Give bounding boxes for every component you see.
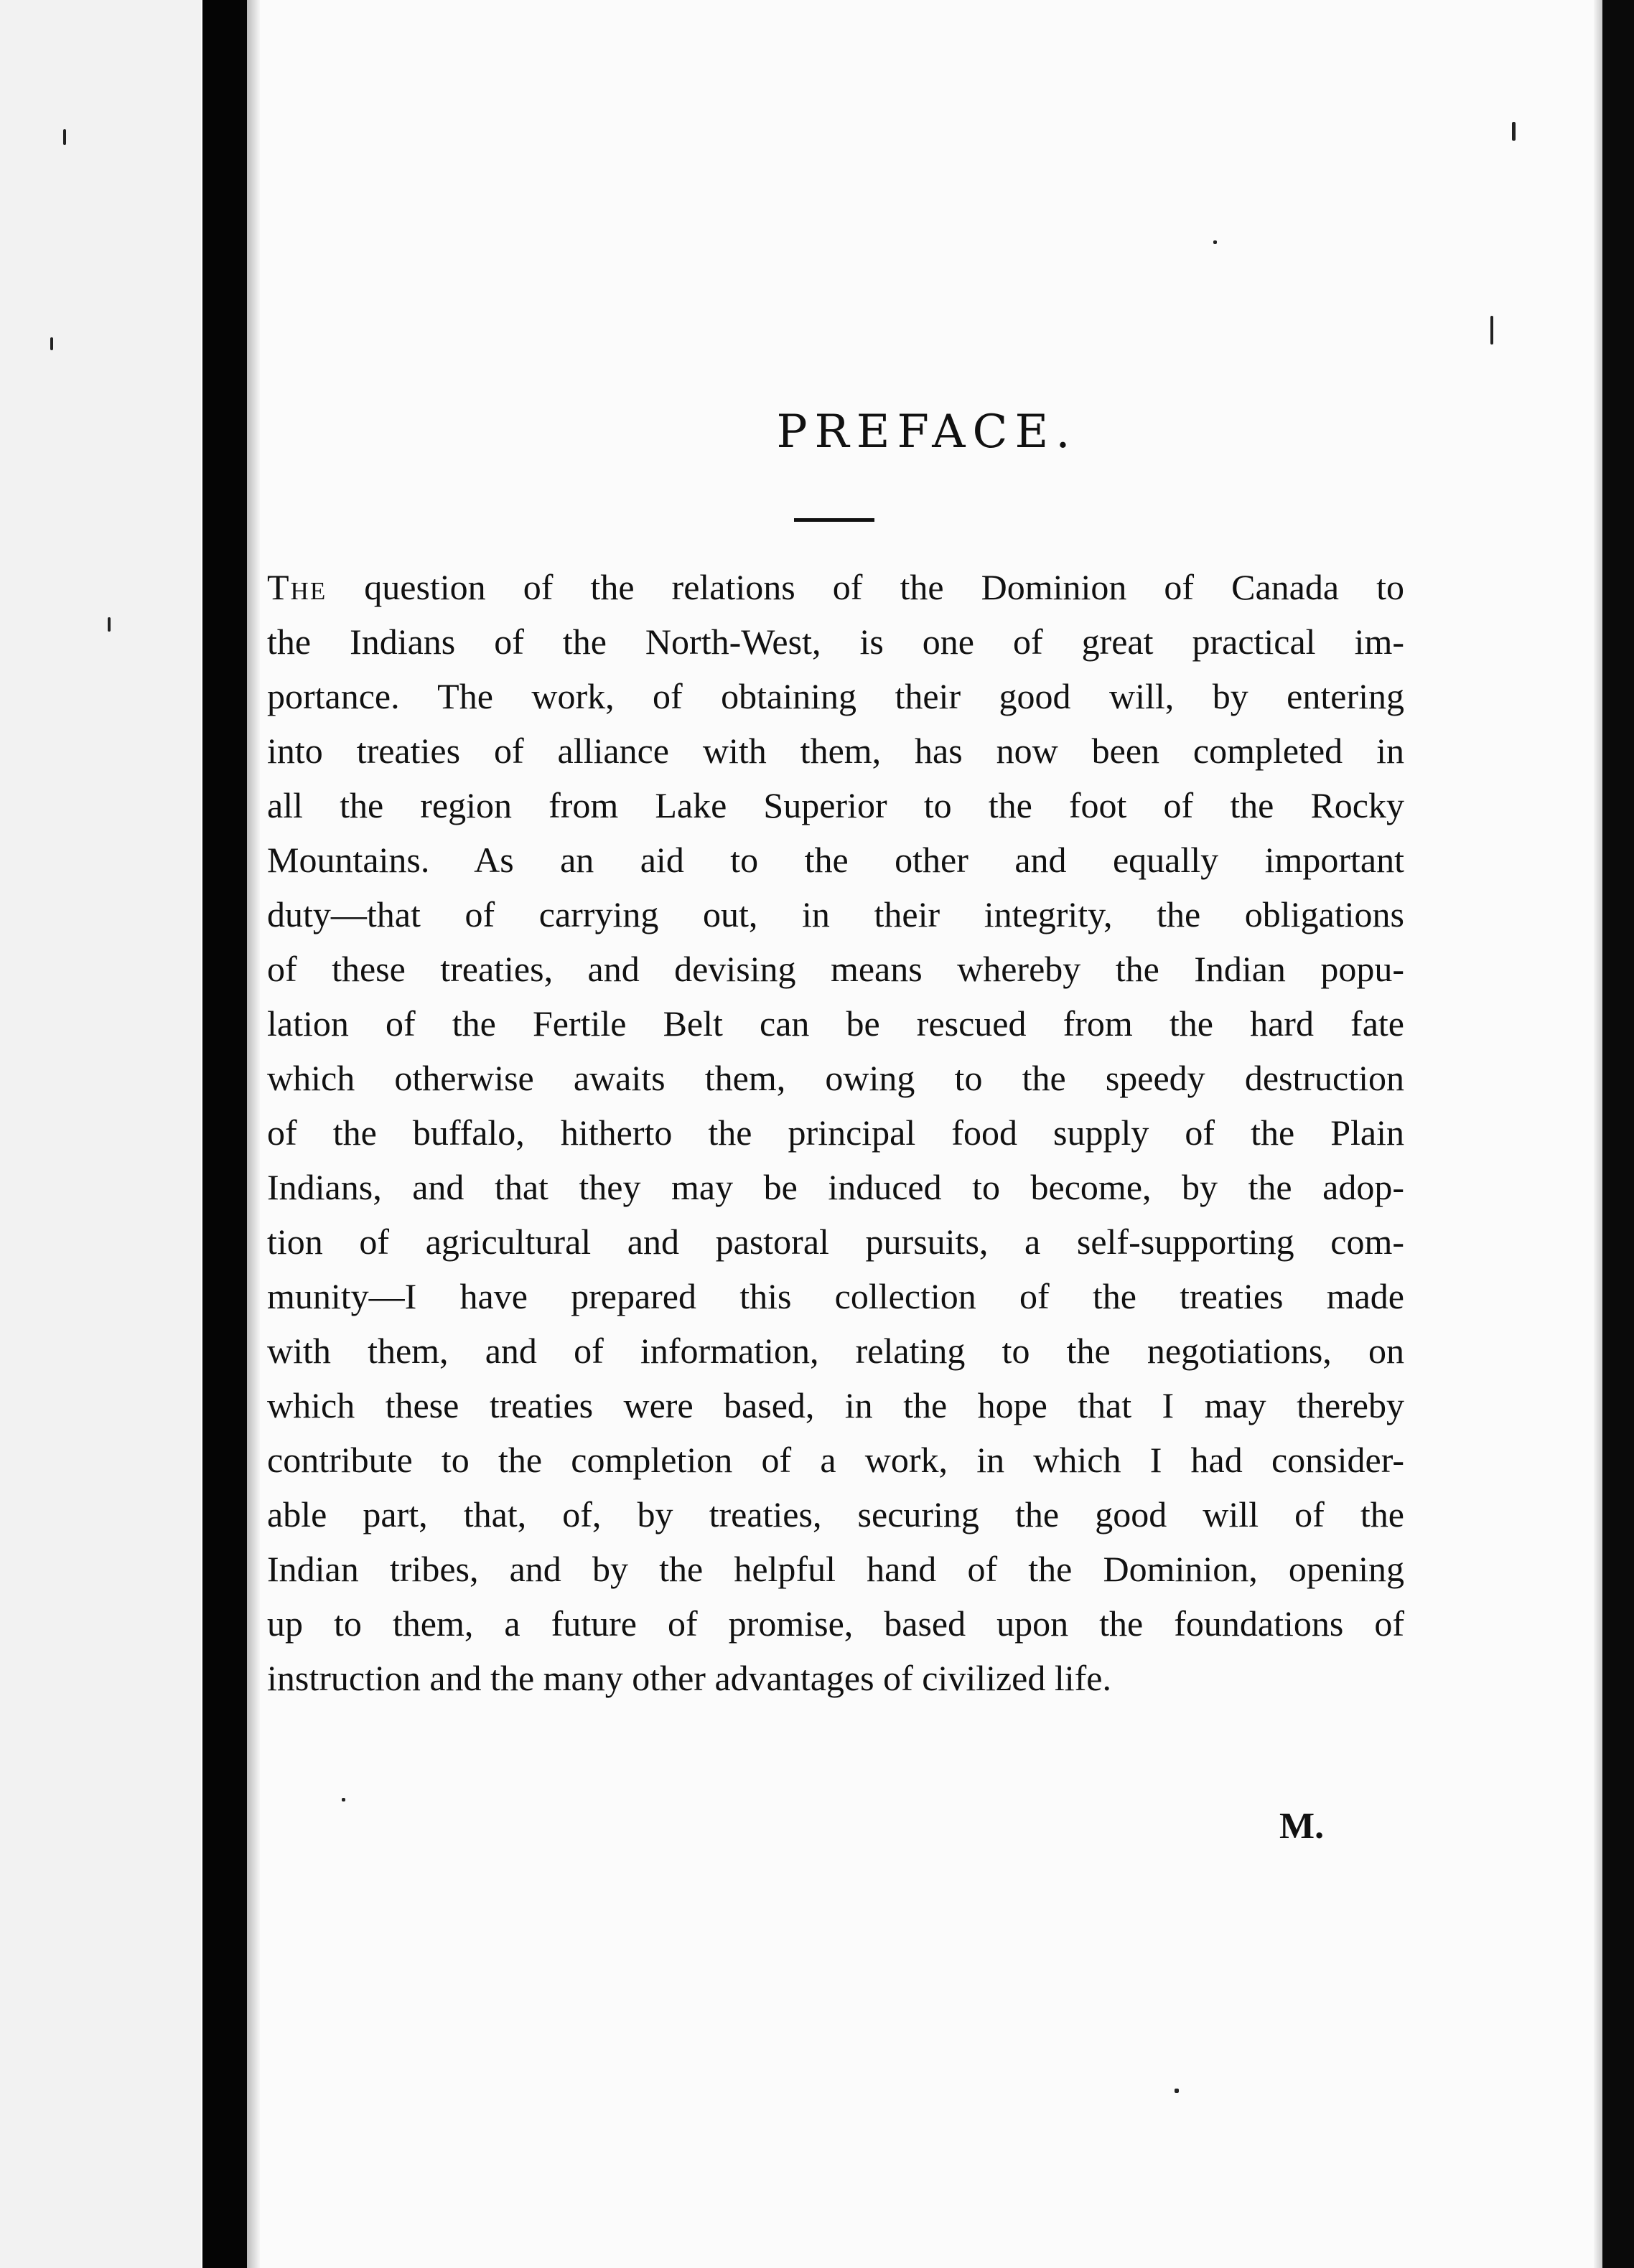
scan-speck bbox=[1512, 122, 1516, 141]
paragraph-line: the Indians of the North-West, is one of great practical im- bbox=[267, 622, 1404, 662]
paragraph-line: portance. The work, of obtaining their good will, by entering bbox=[267, 676, 1404, 716]
paragraph-line: with them, and of information, relating to the negotiations, on bbox=[267, 1331, 1404, 1371]
scan-speck bbox=[1213, 240, 1217, 244]
paragraph-line: up to them, a future of promise, based upon the foundations of bbox=[267, 1603, 1404, 1644]
gutter-shadow bbox=[247, 0, 260, 2268]
paragraph-line: lation of the Fertile Belt can be rescued from the hard fate bbox=[267, 1003, 1404, 1044]
paragraph-line: tion of agricultural and pastoral pursuits, a self-supporting com- bbox=[267, 1222, 1404, 1262]
right-page-border bbox=[1602, 0, 1634, 2268]
paragraph-line: munity—I have prepared this collection of the treaties made bbox=[267, 1276, 1404, 1316]
paragraph-line: duty—that of carrying out, in their integrity, the obligations bbox=[267, 894, 1404, 934]
paragraph-line: into treaties of alliance with them, has now been completed in bbox=[267, 731, 1404, 771]
paragraph-line: instruction and the many other advantages of civilized life. bbox=[267, 1658, 1112, 1698]
paragraph-line: of these treaties, and devising means whereby the Indian popu- bbox=[267, 949, 1404, 989]
paragraph-line: all the region from Lake Superior to the foot of the Rocky bbox=[267, 785, 1404, 825]
binding-gutter bbox=[202, 0, 247, 2268]
scan-speck bbox=[50, 337, 53, 350]
paragraph-line: which these treaties were based, in the hope that I may thereby bbox=[267, 1385, 1404, 1425]
scan-speck bbox=[108, 617, 111, 632]
paragraph-line: Indians, and that they may be induced to become, by the adop- bbox=[267, 1167, 1404, 1207]
scan-speck bbox=[63, 129, 66, 145]
paragraph-line: The question of the relations of the Dominion of Canada to bbox=[267, 567, 1404, 607]
scan-speck bbox=[1490, 316, 1493, 345]
scan-speck bbox=[1175, 2089, 1179, 2093]
paragraph-line: contribute to the completion of a work, in which I had consider- bbox=[267, 1440, 1404, 1480]
title-rule bbox=[794, 518, 874, 522]
paragraph-line: Mountains. As an aid to the other and equally important bbox=[267, 840, 1404, 880]
paragraph-line: Indian tribes, and by the helpful hand of the Dominion, opening bbox=[267, 1549, 1404, 1589]
author-signature: M. bbox=[1279, 1806, 1325, 1847]
paragraph-line: which otherwise awaits them, owing to the speedy destruction bbox=[267, 1058, 1404, 1098]
paragraph-lead-word: The bbox=[267, 567, 327, 607]
facing-page-edge bbox=[0, 0, 201, 2268]
preface-paragraph bbox=[267, 560, 1404, 1705]
scan-speck bbox=[342, 1798, 345, 1801]
page-title: PREFACE. bbox=[776, 406, 1078, 459]
paragraph-line: able part, that, of, by treaties, securing the good will of the bbox=[267, 1494, 1404, 1534]
page-edge-shadow bbox=[1594, 0, 1602, 2268]
paragraph-line: of the buffalo, hitherto the principal food supply of the Plain bbox=[267, 1112, 1404, 1153]
